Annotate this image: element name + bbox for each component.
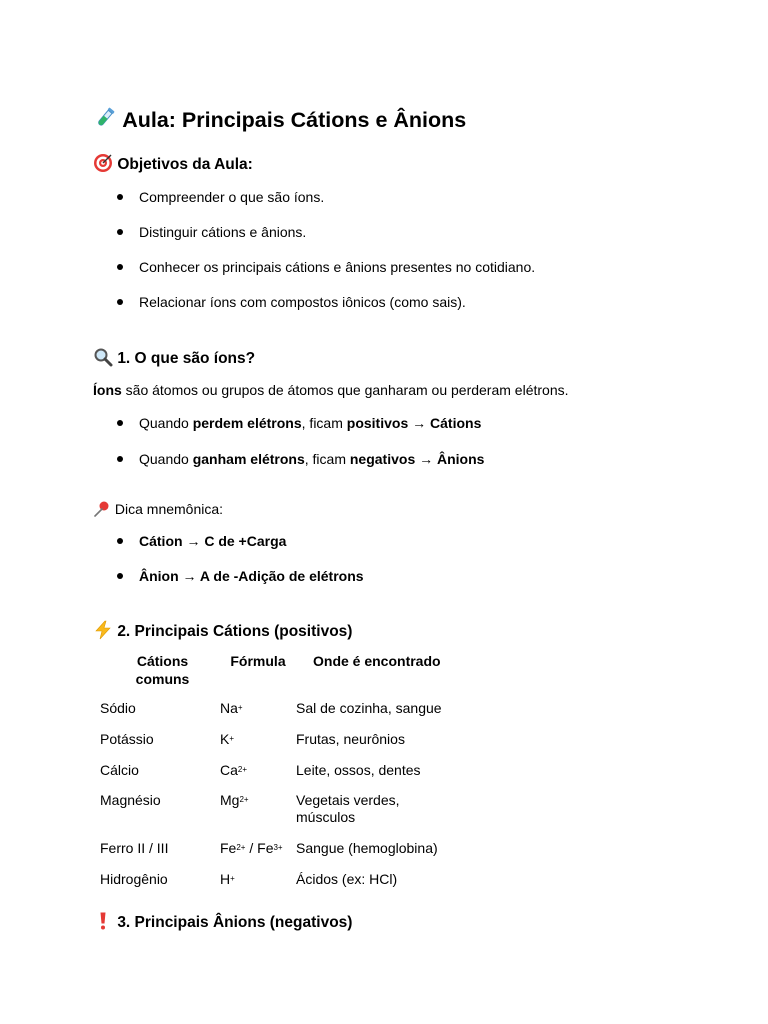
cell-formula: K+ bbox=[220, 731, 235, 747]
cell-name: Sódio bbox=[100, 700, 136, 716]
cell-name: Ferro II / III bbox=[100, 840, 169, 856]
item-text: , ficam bbox=[304, 451, 350, 467]
item-text: Quando bbox=[139, 415, 193, 431]
section3-heading-text: 3. Principais Ânions (negativos) bbox=[117, 914, 353, 931]
list-item: Compreender o que são íons. bbox=[114, 188, 535, 206]
cell-where: Leite, ossos, dentes bbox=[296, 762, 421, 778]
list-item bbox=[114, 450, 484, 468]
list-item: Relacionar íons com compostos iônicos (como sais). bbox=[114, 293, 535, 311]
table-row bbox=[93, 792, 473, 840]
cell-where: Sangue (hemoglobina) bbox=[296, 840, 438, 856]
table-row bbox=[93, 731, 473, 762]
cell-name: Hidrogênio bbox=[100, 871, 168, 887]
pushpin-icon bbox=[93, 500, 111, 518]
cell-formula: $Fe^{2+} / Fe^{3+}$ bbox=[220, 840, 283, 856]
magnifier-icon bbox=[93, 347, 113, 369]
cell-formula: $Ca^{2+}$ bbox=[220, 762, 248, 778]
intro-bold: Íons bbox=[93, 382, 122, 398]
objetivos-heading bbox=[93, 153, 253, 175]
item-text: Quando bbox=[139, 451, 193, 467]
dica-list bbox=[114, 532, 364, 585]
section1-list bbox=[114, 414, 484, 468]
dica-label-text: Dica mnemônica: bbox=[114, 501, 224, 517]
dica-label bbox=[93, 500, 223, 518]
section2-heading-text: 2. Principais Cátions (positivos) bbox=[117, 623, 353, 640]
section2-heading bbox=[93, 620, 352, 642]
header-cation: Cátions comuns bbox=[135, 653, 190, 687]
table-row bbox=[93, 700, 473, 731]
section1-intro bbox=[93, 381, 569, 399]
list-item: Cátion → C de +Carga bbox=[114, 532, 364, 550]
cell-formula: H+ bbox=[220, 871, 235, 887]
item-bold: perdem elétrons bbox=[192, 415, 302, 431]
objetivos-list bbox=[114, 188, 535, 311]
item-bold: negativos → Ânions bbox=[349, 451, 485, 467]
section3-heading bbox=[93, 911, 352, 933]
section1-heading bbox=[93, 347, 255, 369]
list-item: Conhecer os principais cátions e ânions presentes no cotidiano. bbox=[114, 258, 535, 276]
test-tube-icon bbox=[93, 106, 117, 134]
table-row bbox=[93, 840, 473, 871]
item-bold: ganham elétrons bbox=[192, 451, 305, 467]
cell-name: Magnésio bbox=[100, 792, 161, 808]
page-title bbox=[93, 106, 466, 134]
cell-where: Vegetais verdes, músculos bbox=[296, 792, 400, 825]
cell-where: Ácidos (ex: HCl) bbox=[296, 871, 398, 887]
list-item: Ânion → A de -Adição de elétrons bbox=[114, 567, 364, 585]
exclamation-icon bbox=[93, 911, 113, 933]
list-item bbox=[114, 414, 484, 432]
table-header-row bbox=[93, 652, 473, 700]
header-formula: Fórmula bbox=[230, 653, 286, 669]
item-text: , ficam bbox=[301, 415, 347, 431]
cell-name: Cálcio bbox=[100, 762, 139, 778]
list-item: Distinguir cátions e ânions. bbox=[114, 223, 535, 241]
section1-heading-text: 1. O que são íons? bbox=[117, 350, 256, 367]
lightning-icon bbox=[93, 620, 113, 642]
header-where: Onde é encontrado bbox=[313, 653, 441, 669]
page-title-text: Aula: Principais Cátions e Ânions bbox=[122, 108, 467, 132]
objetivos-heading-text: Objetivos da Aula: bbox=[117, 156, 253, 173]
table-row bbox=[93, 762, 473, 792]
cell-where: Frutas, neurônios bbox=[296, 731, 405, 747]
item-bold: positivos → Cátions bbox=[346, 415, 482, 431]
table-row bbox=[93, 871, 473, 902]
cell-formula: $Mg^{2+}$ bbox=[220, 792, 249, 808]
cations-table bbox=[93, 652, 473, 902]
target-icon bbox=[93, 153, 113, 175]
cell-formula: Na+ bbox=[220, 700, 243, 716]
cell-where: Sal de cozinha, sangue bbox=[296, 700, 442, 716]
intro-text: são átomos ou grupos de átomos que ganharam ou perderam elétrons. bbox=[121, 382, 569, 398]
cell-name: Potássio bbox=[100, 731, 154, 747]
